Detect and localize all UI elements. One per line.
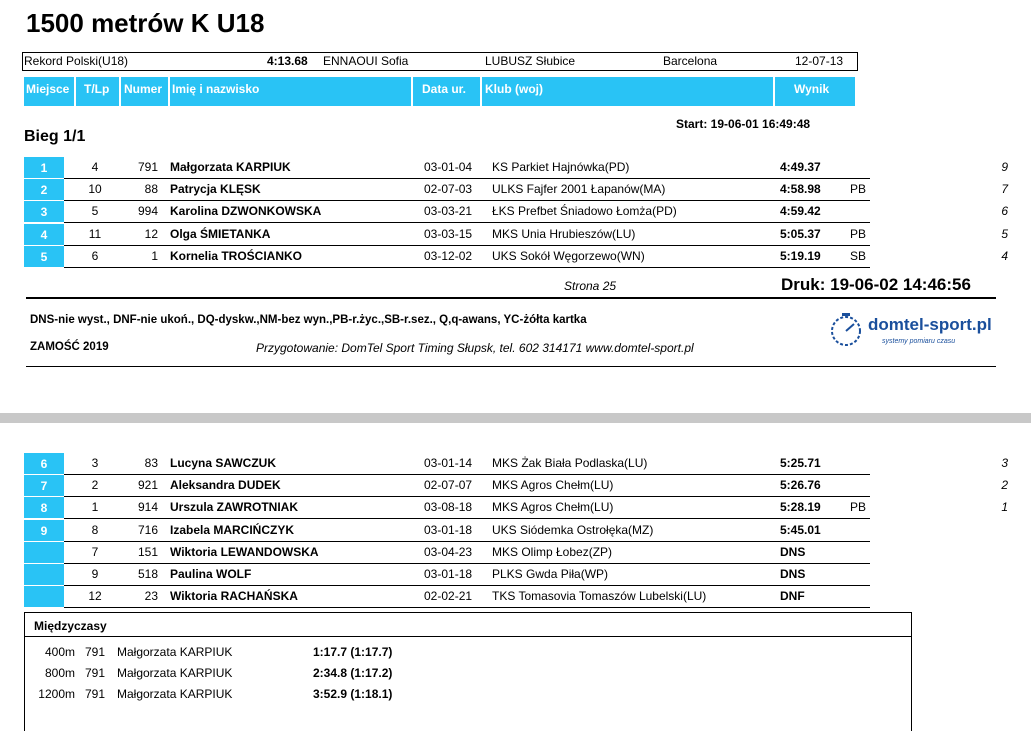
dob-cell: 03-12-02 [424,248,473,263]
club-cell: MKS Unia Hrubieszów(LU) [492,226,636,241]
split-bib: 791 [85,687,106,701]
record-athlete: ENNAOUI Sofia [323,54,409,68]
points-cell: 7 [1001,182,1008,197]
header-result: Wynik [775,77,855,106]
name-cell: Aleksandra DUDEK [170,478,281,493]
dob-cell: 03-03-15 [424,226,473,241]
place-cell: 4 [24,224,64,245]
tlp-cell: 8 [91,522,99,537]
record-label: Rekord Polski(U18) [24,54,129,68]
split-dist: 400m [44,645,75,659]
tlp-cell: 6 [91,248,99,263]
splits-box [24,612,912,731]
place-cell: 7 [24,475,64,496]
print-time: Druk: 19-06-02 14:46:56 [781,275,971,294]
dob-cell: 03-01-18 [424,522,473,537]
result-cell: 5:05.37 [780,226,821,241]
header-number: Numer [121,77,168,106]
split-dist: 1200m [38,687,75,701]
tlp-cell: 11 [88,226,102,241]
place-cell: 1 [24,157,64,178]
logo-subtitle: systemy pomiaru czasu [882,338,956,345]
club-cell: ŁKS Prefbet Śniadowo Łomża(PD) [492,204,677,219]
note-cell: SB [850,248,867,263]
tlp-cell: 5 [91,204,99,219]
page-break [0,413,1031,423]
record-date: 12-07-13 [795,54,844,68]
name-cell: Paulina WOLF [170,567,252,581]
legend-text: DNS-nie wyst., DNF-nie ukoń., DQ-dyskw.,NM-bez wyn.,PB-r.życ.,SB-r.sez., Q,q-awans, YC-żółta kartka [30,314,587,326]
club-cell: TKS Tomasovia Tomaszów Lubelski(LU) [492,589,707,604]
bib-cell: 23 [144,589,158,604]
stopwatch-icon [826,311,866,349]
bib-cell: 518 [137,567,158,581]
tlp-cell: 4 [91,160,99,174]
header-place: Miejsce [24,77,74,106]
split-name: Małgorzata KARPIUK [117,687,233,701]
dob-cell: 03-08-18 [424,500,473,515]
record-time: 4:13.68 [267,54,308,68]
note-cell: PB [850,226,867,241]
result-cell: DNF [780,589,805,604]
tlp-cell: 2 [91,478,99,493]
name-cell: Izabela MARCIŃCZYK [170,522,295,537]
bib-cell: 12 [144,226,158,241]
name-cell: Urszula ZAWROTNIAK [170,500,299,515]
place-cell [24,564,64,585]
result-cell: 4:49.37 [780,160,821,174]
result-cell: 5:25.71 [780,456,821,470]
start-time: Start: 19-06-01 16:49:48 [676,117,811,131]
club-cell: MKS Agros Chełm(LU) [492,478,614,493]
place-cell: 2 [24,179,64,200]
record-place: Barcelona [663,54,718,68]
tlp-cell: 3 [91,456,99,470]
name-cell: Małgorzata KARPIUK [170,160,291,174]
name-cell: Karolina DZWONKOWSKA [170,204,322,219]
result-cell: DNS [780,544,806,559]
logo-text: domtel-sport.pl [868,315,992,334]
bib-cell: 1 [151,248,158,263]
splits-title: Międzyczasy [34,619,107,633]
result-cell: 5:28.19 [780,500,821,515]
record-box [22,52,858,71]
club-cell: MKS Olimp Łobez(ZP) [492,544,613,559]
result-cell: 5:45.01 [780,522,821,537]
bib-cell: 716 [137,522,158,537]
header-tlp: T/Lp [76,77,119,106]
header-club: Klub (woj) [482,77,773,106]
club-cell: MKS Agros Chełm(LU) [492,500,614,515]
place-cell: 8 [24,497,64,518]
club-cell: UKS Sokół Węgorzewo(WN) [492,248,645,263]
points-cell: 6 [1001,204,1008,219]
points-cell: 1 [1001,500,1008,515]
tlp-cell: 9 [91,567,99,581]
split-time: 3:52.9 (1:18.1) [313,687,393,701]
tlp-cell: 7 [91,544,99,559]
place-cell: 5 [24,246,64,267]
split-dist: 800m [44,666,75,680]
result-cell: 4:59.42 [780,204,821,219]
dob-cell: 02-02-21 [424,589,473,604]
domtel-logo [826,311,996,349]
bib-cell: 994 [137,204,158,219]
tlp-cell: 10 [88,182,102,197]
divider-line [26,297,996,299]
result-cell: 5:26.76 [780,478,821,493]
result-cell: DNS [780,567,806,581]
place-cell [24,542,64,563]
club-cell: ULKS Fajfer 2001 Łapanów(MA) [492,182,666,197]
heat-label: Bieg 1/1 [24,128,86,145]
place-cell: 3 [24,201,64,222]
note-cell: PB [850,182,867,197]
points-cell: 3 [1001,456,1008,470]
name-cell: Wiktoria LEWANDOWSKA [170,544,319,559]
points-cell: 4 [1001,248,1008,263]
split-name: Małgorzata KARPIUK [117,645,233,659]
tlp-cell: 1 [91,500,99,515]
points-cell: 9 [1001,160,1008,174]
name-cell: Patrycja KLĘSK [170,182,261,197]
page-title: 1500 metrów K U18 [26,8,265,38]
bib-cell: 921 [137,478,158,493]
club-cell: PLKS Gwda Piła(WP) [492,567,609,581]
points-cell: 2 [1001,478,1008,493]
club-cell: MKS Żak Biała Podlaska(LU) [492,456,648,470]
place-cell [24,586,64,607]
prepared-by: Przygotowanie: DomTel Sport Timing Słupsk, tel. 602 314171 www.domtel-sport.pl [256,341,694,355]
bib-cell: 151 [137,544,158,559]
split-bib: 791 [85,666,106,680]
split-bib: 791 [85,645,106,659]
tlp-cell: 12 [88,589,102,604]
record-club: LUBUSZ Słubice [485,54,576,68]
name-cell: Lucyna SAWCZUK [170,456,277,470]
name-cell: Wiktoria RACHAŃSKA [170,589,298,604]
club-cell: UKS Siódemka Ostrołęka(MZ) [492,522,654,537]
location: ZAMOŚĆ 2019 [30,341,109,353]
result-cell: 4:58.98 [780,182,821,197]
dob-cell: 03-03-21 [424,204,473,219]
header-name: Imię i nazwisko [170,77,411,106]
name-cell: Kornelia TROŚCIANKO [170,248,303,263]
dob-cell: 03-04-23 [424,544,473,559]
bib-cell: 791 [137,160,158,174]
bib-cell: 88 [144,182,158,197]
name-cell: Olga ŚMIETANKA [170,226,271,241]
header-dob: Data ur. [413,77,480,106]
result-cell: 5:19.19 [780,248,821,263]
club-cell: KS Parkiet Hajnówka(PD) [492,160,630,174]
footer-line [26,366,996,367]
dob-cell: 03-01-18 [424,567,473,581]
place-cell: 9 [24,520,64,541]
points-cell: 5 [1001,226,1008,241]
dob-cell: 03-01-14 [424,456,473,470]
bib-cell: 83 [144,456,158,470]
dob-cell: 02-07-03 [424,182,473,197]
bib-cell: 914 [137,500,158,515]
page-number: Strona 25 [564,279,617,293]
dob-cell: 03-01-04 [424,160,473,174]
note-cell: PB [850,500,867,515]
split-time: 2:34.8 (1:17.2) [313,666,393,680]
split-time: 1:17.7 (1:17.7) [313,645,393,659]
place-cell: 6 [24,453,64,474]
dob-cell: 02-07-07 [424,478,473,493]
split-name: Małgorzata KARPIUK [117,666,233,680]
